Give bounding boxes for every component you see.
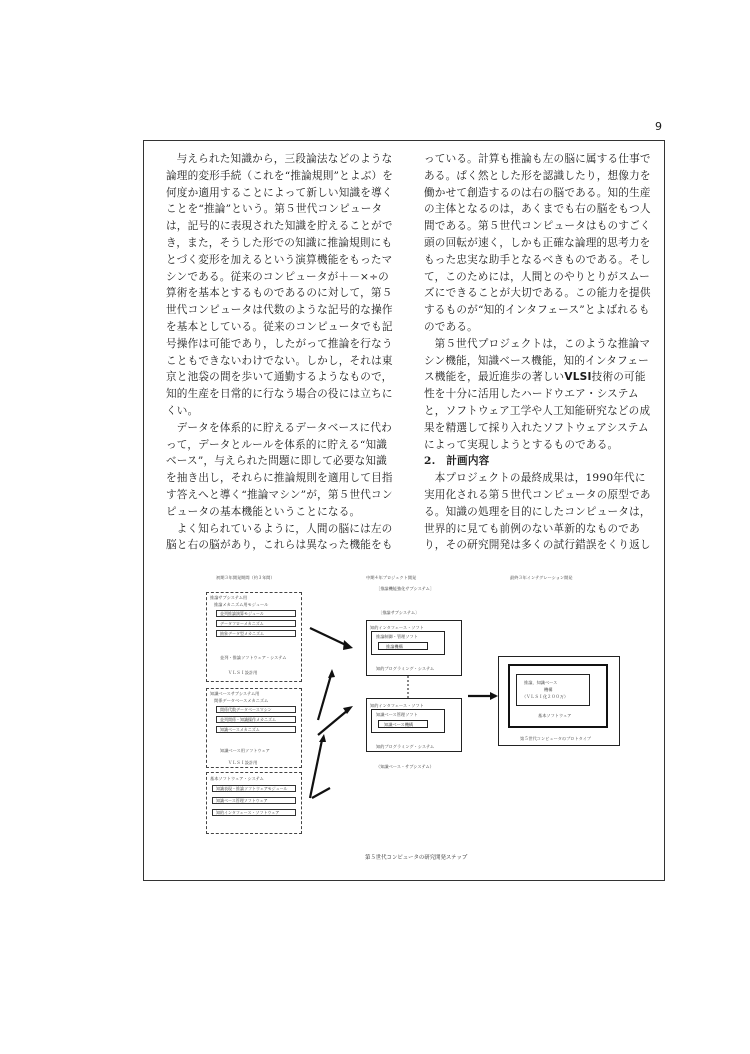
arrow-line	[312, 788, 330, 798]
middle-bottom-label: （知識ベース・サブシステム）	[376, 764, 434, 769]
middle-top-sublabel: 〔推論サブシステム〕	[378, 610, 420, 615]
module-bar: 知的インタフェース・ソフトウェア	[212, 809, 296, 816]
stage3-title: 最終３年インテグレーション開発	[510, 575, 573, 580]
module-bar: 知識表現・推論ソフトウェアモジュール	[212, 785, 296, 792]
group-footer: ＶＬＳＩ設計用	[228, 760, 258, 765]
arrow-line	[318, 710, 348, 735]
module-bar: 並列関係・知識操作メカニズム	[216, 716, 296, 723]
paragraph-text: 技術の可能性を十分に活用したハードウエア・システムと，ソフトウェア工学や人工知能研究などの成果を精選して採り入れたソフトウェアシステムによって実現しようとするものである。	[424, 371, 651, 451]
group-footer: 並列・推論ソフトウェア・システム	[220, 655, 287, 660]
module-bar: データフローメカニズム	[216, 620, 296, 627]
module-bar: 知識ベースメカニズム	[216, 726, 296, 733]
core-line: 機構	[544, 687, 553, 692]
group-title: 推論サブシステム用	[210, 595, 248, 600]
figure-caption: 第５世代コンピュータの研究開発ステップ	[365, 855, 468, 861]
stage1-title: 初期３年開発期間（約３年間）	[216, 575, 275, 580]
paragraph: 与えられた知識から，三段論法などのような論理的変形手続（これを“推論規則”とよぶ）を何度か適用することによって新しい知識を導くことを“推論”という。第５世代コンピュータは，記号的に表現された知識を貯えることができ，また，そうした形での知識に推論規則にもとづく変形を加えるという演算機能をもったマシンである。従来のコンピュータが＋－×÷の算術を基本とするものであるのに対して，第５世代コンピュータは代数のような記号的な操作を基本としている。従来のコンピュータでも記号操作は可能であり，したがって推論を行なうこともできないわけでない。しかし，それは東京と池袋の間を歩いて通勤するようなもので，知的生産を日常的に行なう場合の役には立ちにくい。	[166, 153, 394, 417]
paragraph: よく知られているように，人間の脳には左の脳と右の脳があり，これらは異なった機能をも	[166, 522, 393, 552]
page-number: 9	[655, 120, 662, 133]
arrow-line	[318, 675, 331, 720]
box-label: 知識ベース機構	[384, 722, 414, 727]
research-steps-figure	[198, 570, 648, 870]
paragraph	[424, 336, 656, 454]
arrow-head	[319, 734, 326, 742]
module-bar: 知識ベース管理ソフトウェア	[212, 797, 296, 804]
stage2-title: 中期４年プロジェクト開発	[366, 575, 417, 580]
left-text-column	[166, 151, 394, 554]
box-bottom: 知的プログラミング・システム	[376, 666, 435, 671]
core-line: 推論，知識ベース	[524, 680, 558, 685]
group-title: 基本ソフトウェア・システム	[210, 776, 264, 781]
box-title: 知的インタフェース・ソフト	[370, 703, 424, 708]
paragraph-text: 第５世代プロジェクトは，このような推論マシン機能，知識ベース機能，知的インタフェース機能を，最近進歩の著しい	[424, 337, 651, 384]
box-label: 推論機構	[386, 644, 403, 649]
box-title: 知的インタフェース・ソフト	[370, 625, 424, 630]
paragraph: 本プロジェクトの最終成果は，1990年代に実用化される第５世代コンピュータの原型である。知識の処理を目的にしたコンピュータは，世界的に見ても前例のない革新的なものであり，その研究開発は多くの試行錯誤をくり返し	[424, 472, 651, 552]
middle-top-label: ［推論機能強化サブシステム］	[376, 586, 435, 591]
module-bar: 並列推論演算モジュール	[216, 610, 296, 617]
basic-software-label: 基本ソフトウェア	[538, 713, 572, 718]
group-footer: 知識ベース用ソフトウェア	[220, 748, 270, 753]
box-line: 知識ベース管理ソフト	[376, 712, 418, 717]
paragraph: データを体系的に貯えるデータベースに代わって，データとルールを体系的に貯える“知識ベース”，与えられた問題に即して必要な知識を抽き出し，それらに推論規則を適用して目指す答えへと導く“推論マシン”が，第５世代コンピュータの基本機能ということになる。	[166, 421, 393, 518]
module-bar: 抽象データ型メカニズム	[216, 630, 296, 637]
group-subtitle: 推論メカニズム用モジュール	[214, 602, 269, 607]
arrow-head	[343, 640, 353, 650]
prototype-core-box	[516, 674, 590, 706]
box-bottom: 知的プログラミング・システム	[376, 744, 435, 749]
prototype-label: 第５世代コンピュータのプロトタイプ	[520, 736, 591, 741]
paragraph: っている。計算も推論も左の脳に属する仕事である。ぱく然とした形を認識したり，想像力を働かせて創造するのは右の脳である。知的生産の主体となるのは，あくまでも右の脳をもつ人間である。第５世代コンピュータはものすごく頭の回転が速く，しかも正確な論理的思考力をもった忠実な助手となるべきものである。そして，このためには，人間とのやりとりがスムーズにできることが大切である。この能力を提供するものが“知的インタフェース”とよばれるものである。	[424, 153, 651, 333]
core-line: （ＶＬＳＩ化２００万）	[522, 694, 569, 699]
arrow-line	[310, 628, 348, 646]
section-heading: 2. 計画内容	[424, 455, 490, 468]
right-text-column	[424, 151, 656, 554]
arrow-head	[328, 669, 335, 678]
group-subtitle: 関係データベースメカニズム	[214, 698, 269, 703]
arrow-line	[310, 740, 322, 798]
arrow-head	[490, 692, 498, 700]
group-title: 知識ベースサブシステム用	[210, 691, 260, 696]
group-footer: ＶＬＳＩ設計用	[228, 670, 258, 675]
module-bar: 関係代数データベースマシン	[216, 706, 296, 713]
box-line: 推論制御・管理ソフト	[376, 634, 418, 639]
vlsi-term: VLSI	[564, 371, 592, 384]
